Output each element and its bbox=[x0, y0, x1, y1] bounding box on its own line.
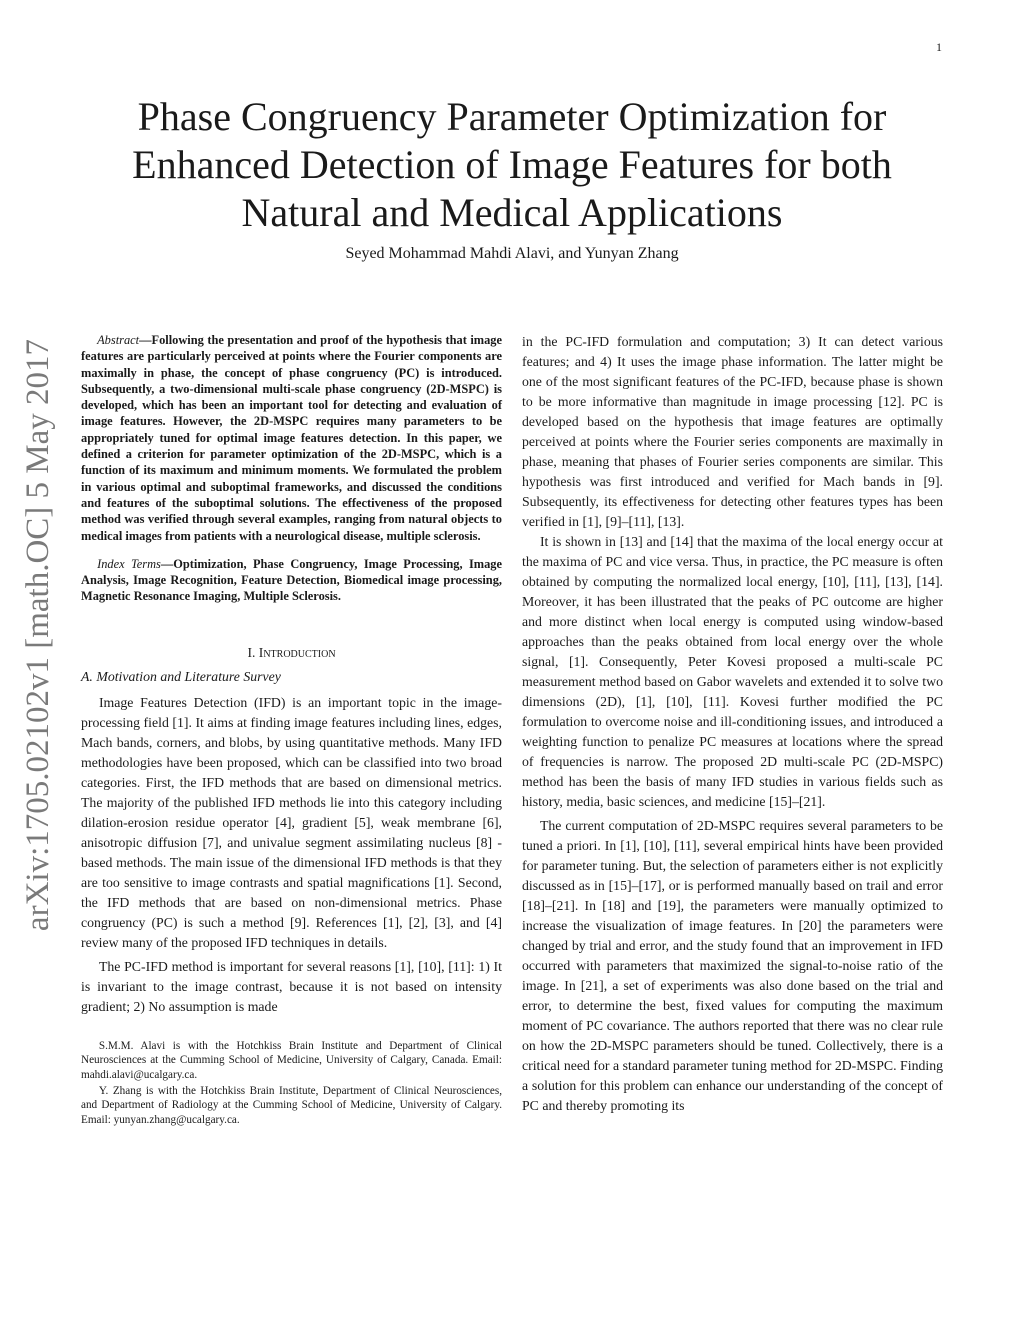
paper-title: Phase Congruency Parameter Optimization for Enhanced Detection of Image Features for both Natural and Medical Applications bbox=[132, 94, 892, 235]
abstract-text: —Following the presentation and proof of the hypothesis that image features are particularly perceived at points where the Fourier components are maximally in phase, the concept of phase congruency (PC) is introduced. Subsequently, a two-dimensional multi-scale phase congruency (2D-MSPC) is developed, which has been an important tool for detecting and evaluation of image features. However, the 2D-MSPC requires many parameters to be appropriately tuned for optimal image features detection. In this paper, we defined a criterion for parameter optimization of the 2D-MSPC, which is a function of its maximum and minimum moments. We formulated the problem in various optimal and suboptimal frameworks, and discussed the conditions and features of the suboptimal solutions. The effectiveness of the proposed method was verified through several examples, ranging from natural objects to medical images from patients with a neurological disease, multiple sclerosis. bbox=[81, 333, 502, 543]
abstract bbox=[81, 332, 502, 544]
arxiv-identifier: arXiv:1705.02102v1 [math.OC] 5 May 2017 bbox=[20, 338, 56, 932]
abstract-label: Abstract bbox=[97, 333, 140, 347]
body-paragraph: The current computation of 2D-MSPC requires several parameters to be tuned a priori. In [1], [10], [11], several empirical hints have been provided for parameter tuning. But, the selection of parameters either is not explicitly discussed as in [15]–[17], or is performed manually based on trail and error [18]–[21]. In [18] and [19], the parameters were manually optimized to increase the visualization of image features. In [20] the parameters were changed by trial and error, and the study found that an improvement in IFD occurred with parameters that maximized the signal-to-noise ratio of the image. In [21], a set of experiments was also done based on the trial and error, to determine the best, fixed values for computing the maximum moment of PC covariance. The authors reported that there was no clear rule on how the 2D-MSPC parameters should be tuned. Collectively, there is a critical need for a standard parameter tuning method for 2D-MSPC. Finding a solution for this problem can enhance our understanding of the concept of PC and thereby promoting its bbox=[522, 818, 943, 1113]
section-title: Introduction bbox=[258, 644, 336, 660]
page-number: 1 bbox=[936, 40, 942, 54]
right-column bbox=[522, 332, 943, 1116]
body-paragraph: It is shown in [13] and [14] that the maxima of the local energy occur at the maxima of PC and vice versa. Thus, in practice, the PC measure is often obtained by computing the normalized local energy, [10], [11], [13], [14]. Moreover, it has been illustrated that the peaks of PC outcome are higher and more distinct when local energy is computed using window-based approaches than the peaks obtained from local energy over the whole signal, [1]. Consequently, Peter Kovesi proposed a multi-scale PC measurement method based on Gabor wavelets and extended it to solve two dimensions (2D), [1], [10], [11]. Kovesi further modified the PC formulation to overcome noise and ill-conditioning issues, and introduced a weighting function to penalize PC measures at locations where the spread of frequencies is narrow. The proposed 2D multi-scale PC (2D-MSPC) method has been the basis of many IFD studies in various fields such as history, media, basic sciences, and medicine [15]–[21]. bbox=[522, 534, 943, 809]
author-footnotes bbox=[81, 1039, 502, 1127]
body-paragraph: Image Features Detection (IFD) is an important topic in the image-processing field [1]. It aims at finding image features including lines, edges, Mach bands, corners, and blobs, by using quantitative methods. Many IFD methodologies have been proposed, which can be classified into two broad categories. First, the IFD methods that are based on dimensional metrics. The majority of the published IFD methods lie into this category including dilation-erosion residue operator [4], gradient [5], weak membrane [6], anisotropic diffusion [7], and univalue segment assimilating nucleus [8] -based methods. The main issue of the dimensional IFD methods is that they are too sensitive to image contrasts and spatial magnifications [1]. Second, the IFD methods that are based on non-dimensional metrics. Phase congruency (PC) is such a method [9]. References [1], [2], [3], and [4] review many of the proposed IFD techniques in details. bbox=[81, 694, 502, 950]
section-number: I. bbox=[247, 644, 256, 660]
author-list: Seyed Mohammad Mahdi Alavi, and Yunyan Zhang bbox=[345, 245, 679, 262]
index-terms-text: —Optimization, Phase Congruency, Image Processing, Image Analysis, Image Recognition, Feature Detection, Biomedical image processing, Magnetic Resonance Imaging, Multiple Sclerosis. bbox=[81, 556, 502, 604]
left-column bbox=[81, 332, 502, 1127]
index-terms bbox=[81, 556, 502, 605]
body-paragraph: in the PC-IFD formulation and computation; 3) It can detect various features; and 4) It uses the image phase information. The latter might be one of the most significant features of the PC-IFD, because phase is shown to be more informative than magnitude in image processing [12]. PC is developed based on the hypothesis that image features are optimally perceived at points where the Fourier series components are maximally in phase, meaning that phases of Fourier series components are similar. This hypothesis was first introduced and verified for Mach bands in [9]. Subsequently, its effectiveness for detecting other features types has been verified in [1], [9]–[11], [13]. bbox=[522, 334, 943, 529]
body-paragraph: The PC-IFD method is important for several reasons [1], [10], [11]: 1) It is invariant to the image contrast, because it is not based on intensity gradient; 2) No assumption is made bbox=[81, 958, 502, 1014]
footnote: Y. Zhang is with the Hotchkiss Brain Institute, Department of Clinical Neurosciences, and Department of Radiology at the Cumming School of Medicine, University of Calgary. Email: yunyan.zhang@ucalgary.ca. bbox=[81, 1084, 502, 1126]
section-heading bbox=[81, 643, 502, 663]
subsection-heading: A. Motivation and Literature Survey bbox=[81, 668, 281, 684]
footnote: S.M.M. Alavi is with the Hotchkiss Brain Institute and Department of Clinical Neurosciences at the Cumming School of Medicine, University of Calgary, Canada. Email: mahdi.alavi@ucalgary.ca. bbox=[81, 1039, 502, 1081]
index-terms-label: Index Terms bbox=[97, 556, 161, 571]
